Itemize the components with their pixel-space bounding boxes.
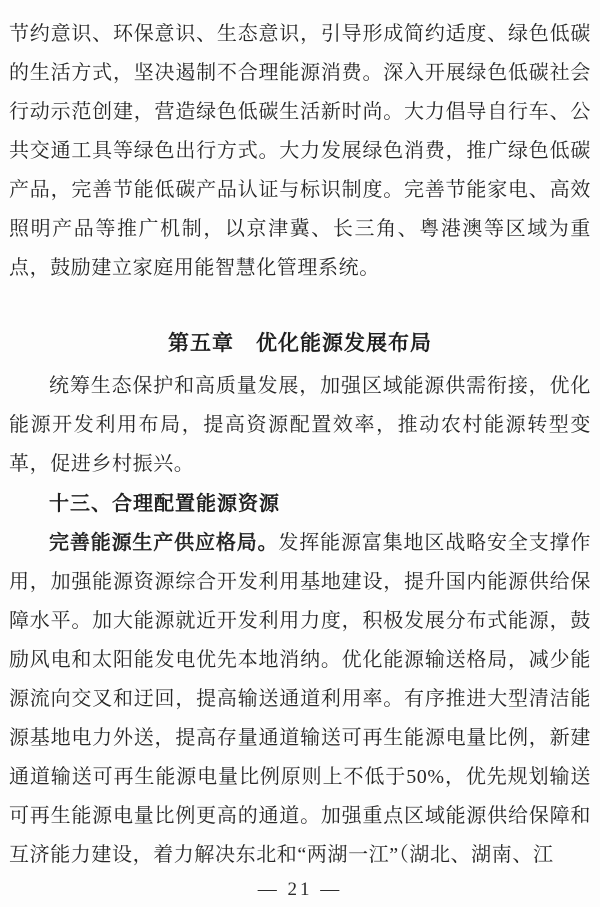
page-number: — 21 — <box>257 879 343 900</box>
section-heading: 十三、合理配置能源资源 <box>49 493 280 515</box>
chapter-heading: 第五章 优化能源发展布局 <box>168 331 432 355</box>
paragraph-body-text: 发挥能源富集地区战略安全支撑作用，加强能源资源综合开发利用基地建设，提升国内能源供给保障水平。加大能源就近开发利用力度，积极发展分布式能源，鼓励风电和太阳能发电优先本地消纳。优化能源输送格局，减少能源流向交叉和迂回，提高输送通道利用率。有序推进大型清洁能源基地电力外送，提高存量通道输送可再生能源电量比例，新建通道输送可再生能源电量比例原则上不低于50%，优先规划输送可再生能源电量比例更高的通道。加强重点区域能源供给保障和互济能力建设，着力解决东北和“两湖一江”（湖北、湖南、江 <box>9 532 592 866</box>
paragraph-lead-bold: 完善能源生产供应格局。 <box>49 532 279 554</box>
paragraph-green-lifestyle-continuation: 节约意识、环保意识、生态意识，引导形成简约适度、绿色低碳的生活方式，坚决遏制不合理能源消费。深入开展绿色低碳社会行动示范创建，营造绿色低碳生活新时尚。大力倡导自行车、公共交通工具等绿色出行方式。大力发展绿色消费，推广绿色低碳产品，完善节能低碳产品认证与标识制度。完善节能家电、高效照明产品等推广机制，以京津冀、长三角、粤港澳等区域为重点，鼓励建立家庭用能智慧化管理系统。 <box>9 23 591 279</box>
paragraph-energy-allocation <box>9 524 591 875</box>
paragraph-chapter-intro: 统筹生态保护和高质量发展，加强区域能源供需衔接，优化能源开发利用布局，提高资源配置效率，推动农村能源转型变革，促进乡村振兴。 <box>9 375 591 475</box>
